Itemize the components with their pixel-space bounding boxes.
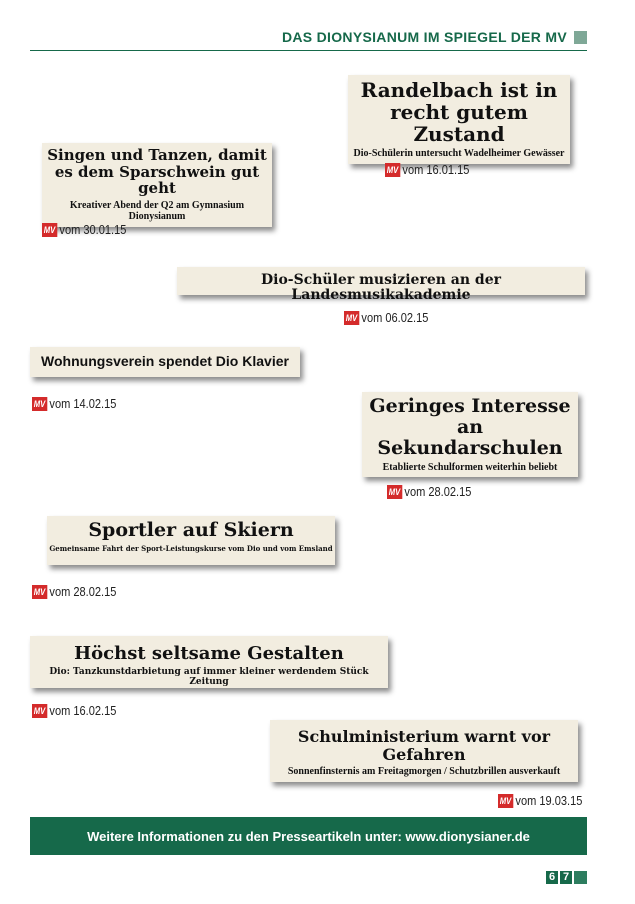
date-text: vom 16.01.15: [402, 162, 470, 177]
article-clipping-klavier: [30, 347, 300, 377]
article-clipping-randelbach: [348, 75, 570, 164]
mv-logo-icon: MV: [388, 486, 401, 497]
article-subtitle: Kreativer Abend der Q2 am Gymnasium Dionysianum: [69, 199, 245, 222]
article-subtitle: Dio-Schülerin untersucht Wadelheimer Gewässer: [353, 148, 565, 159]
header-square-marker: [574, 31, 587, 44]
article-date: [32, 703, 116, 718]
article-date: [32, 584, 116, 599]
date-text: vom 28.02.15: [404, 484, 472, 499]
article-clipping-musizieren: [177, 267, 585, 304]
date-text: vom 06.02.15: [361, 310, 429, 325]
page-number-right: 7: [560, 871, 572, 884]
mv-logo-icon: MV: [345, 312, 358, 323]
mv-logo-icon: MV: [386, 164, 399, 175]
article-title: Schulministerium warnt vor Gefahren: [297, 727, 551, 764]
article-subtitle: Sonnenfinsternis am Freitagmorgen / Schutzbrillen ausverkauft: [287, 766, 561, 778]
article-date: [32, 396, 116, 411]
article-title: Singen und Tanzen, damit es dem Sparschwein gut geht: [47, 146, 267, 197]
mv-logo-icon: MV: [33, 398, 46, 409]
article-date: [42, 222, 126, 237]
article-date: [344, 310, 428, 325]
page-number-left: 6: [546, 871, 558, 884]
mv-logo-icon: MV: [33, 586, 46, 597]
date-text: vom 28.02.15: [49, 584, 117, 599]
article-clipping-gestalten: [30, 636, 388, 688]
article-date: [385, 162, 469, 177]
header-rule: [30, 50, 587, 51]
date-text: vom 16.02.15: [49, 703, 117, 718]
article-clipping-schulministerium: [270, 720, 578, 782]
article-date: [387, 484, 471, 499]
mv-logo-icon: MV: [499, 795, 512, 806]
page-header-title: DAS DIONYSIANUM IM SPIEGEL DER MV: [281, 29, 567, 45]
footer-text: Weitere Informationen zu den Presseartikeln unter: www.dionysianer.de: [87, 828, 530, 844]
article-clipping-skiern: [47, 516, 335, 565]
date-text: vom 19.03.15: [515, 793, 583, 808]
article-title: Randelbach ist in recht gutem Zustand: [360, 78, 558, 146]
date-text: vom 14.02.15: [49, 396, 117, 411]
article-title: Höchst seltsame Gestalten: [74, 643, 344, 664]
article-title: Wohnungsverein spendet Dio Klavier: [41, 353, 289, 369]
page-number-marker: [574, 871, 587, 884]
mv-logo-icon: MV: [43, 224, 56, 235]
article-title: Sportler auf Skiern: [88, 519, 294, 541]
article-title: Geringes Interesse an Sekundarschulen: [369, 395, 571, 459]
article-subtitle: Etablierte Schulformen weiterhin beliebt: [382, 461, 558, 473]
article-clipping-sekundarschulen: [362, 392, 578, 477]
footer-info-banner: [30, 817, 587, 855]
article-title: Dio-Schüler musizieren an der Landesmusikakademie: [261, 272, 501, 304]
mv-logo-icon: MV: [33, 705, 46, 716]
article-date: [498, 793, 582, 808]
article-clipping-singen: [42, 143, 272, 227]
article-subtitle: Gemeinsame Fahrt der Sport-Leistungskurse vom Dio und vom Emsland: [49, 543, 333, 553]
date-text: vom 30.01.15: [59, 222, 127, 237]
article-subtitle: Dio: Tanzkunstdarbietung auf immer kleiner werdendem Stück Zeitung: [49, 666, 369, 687]
